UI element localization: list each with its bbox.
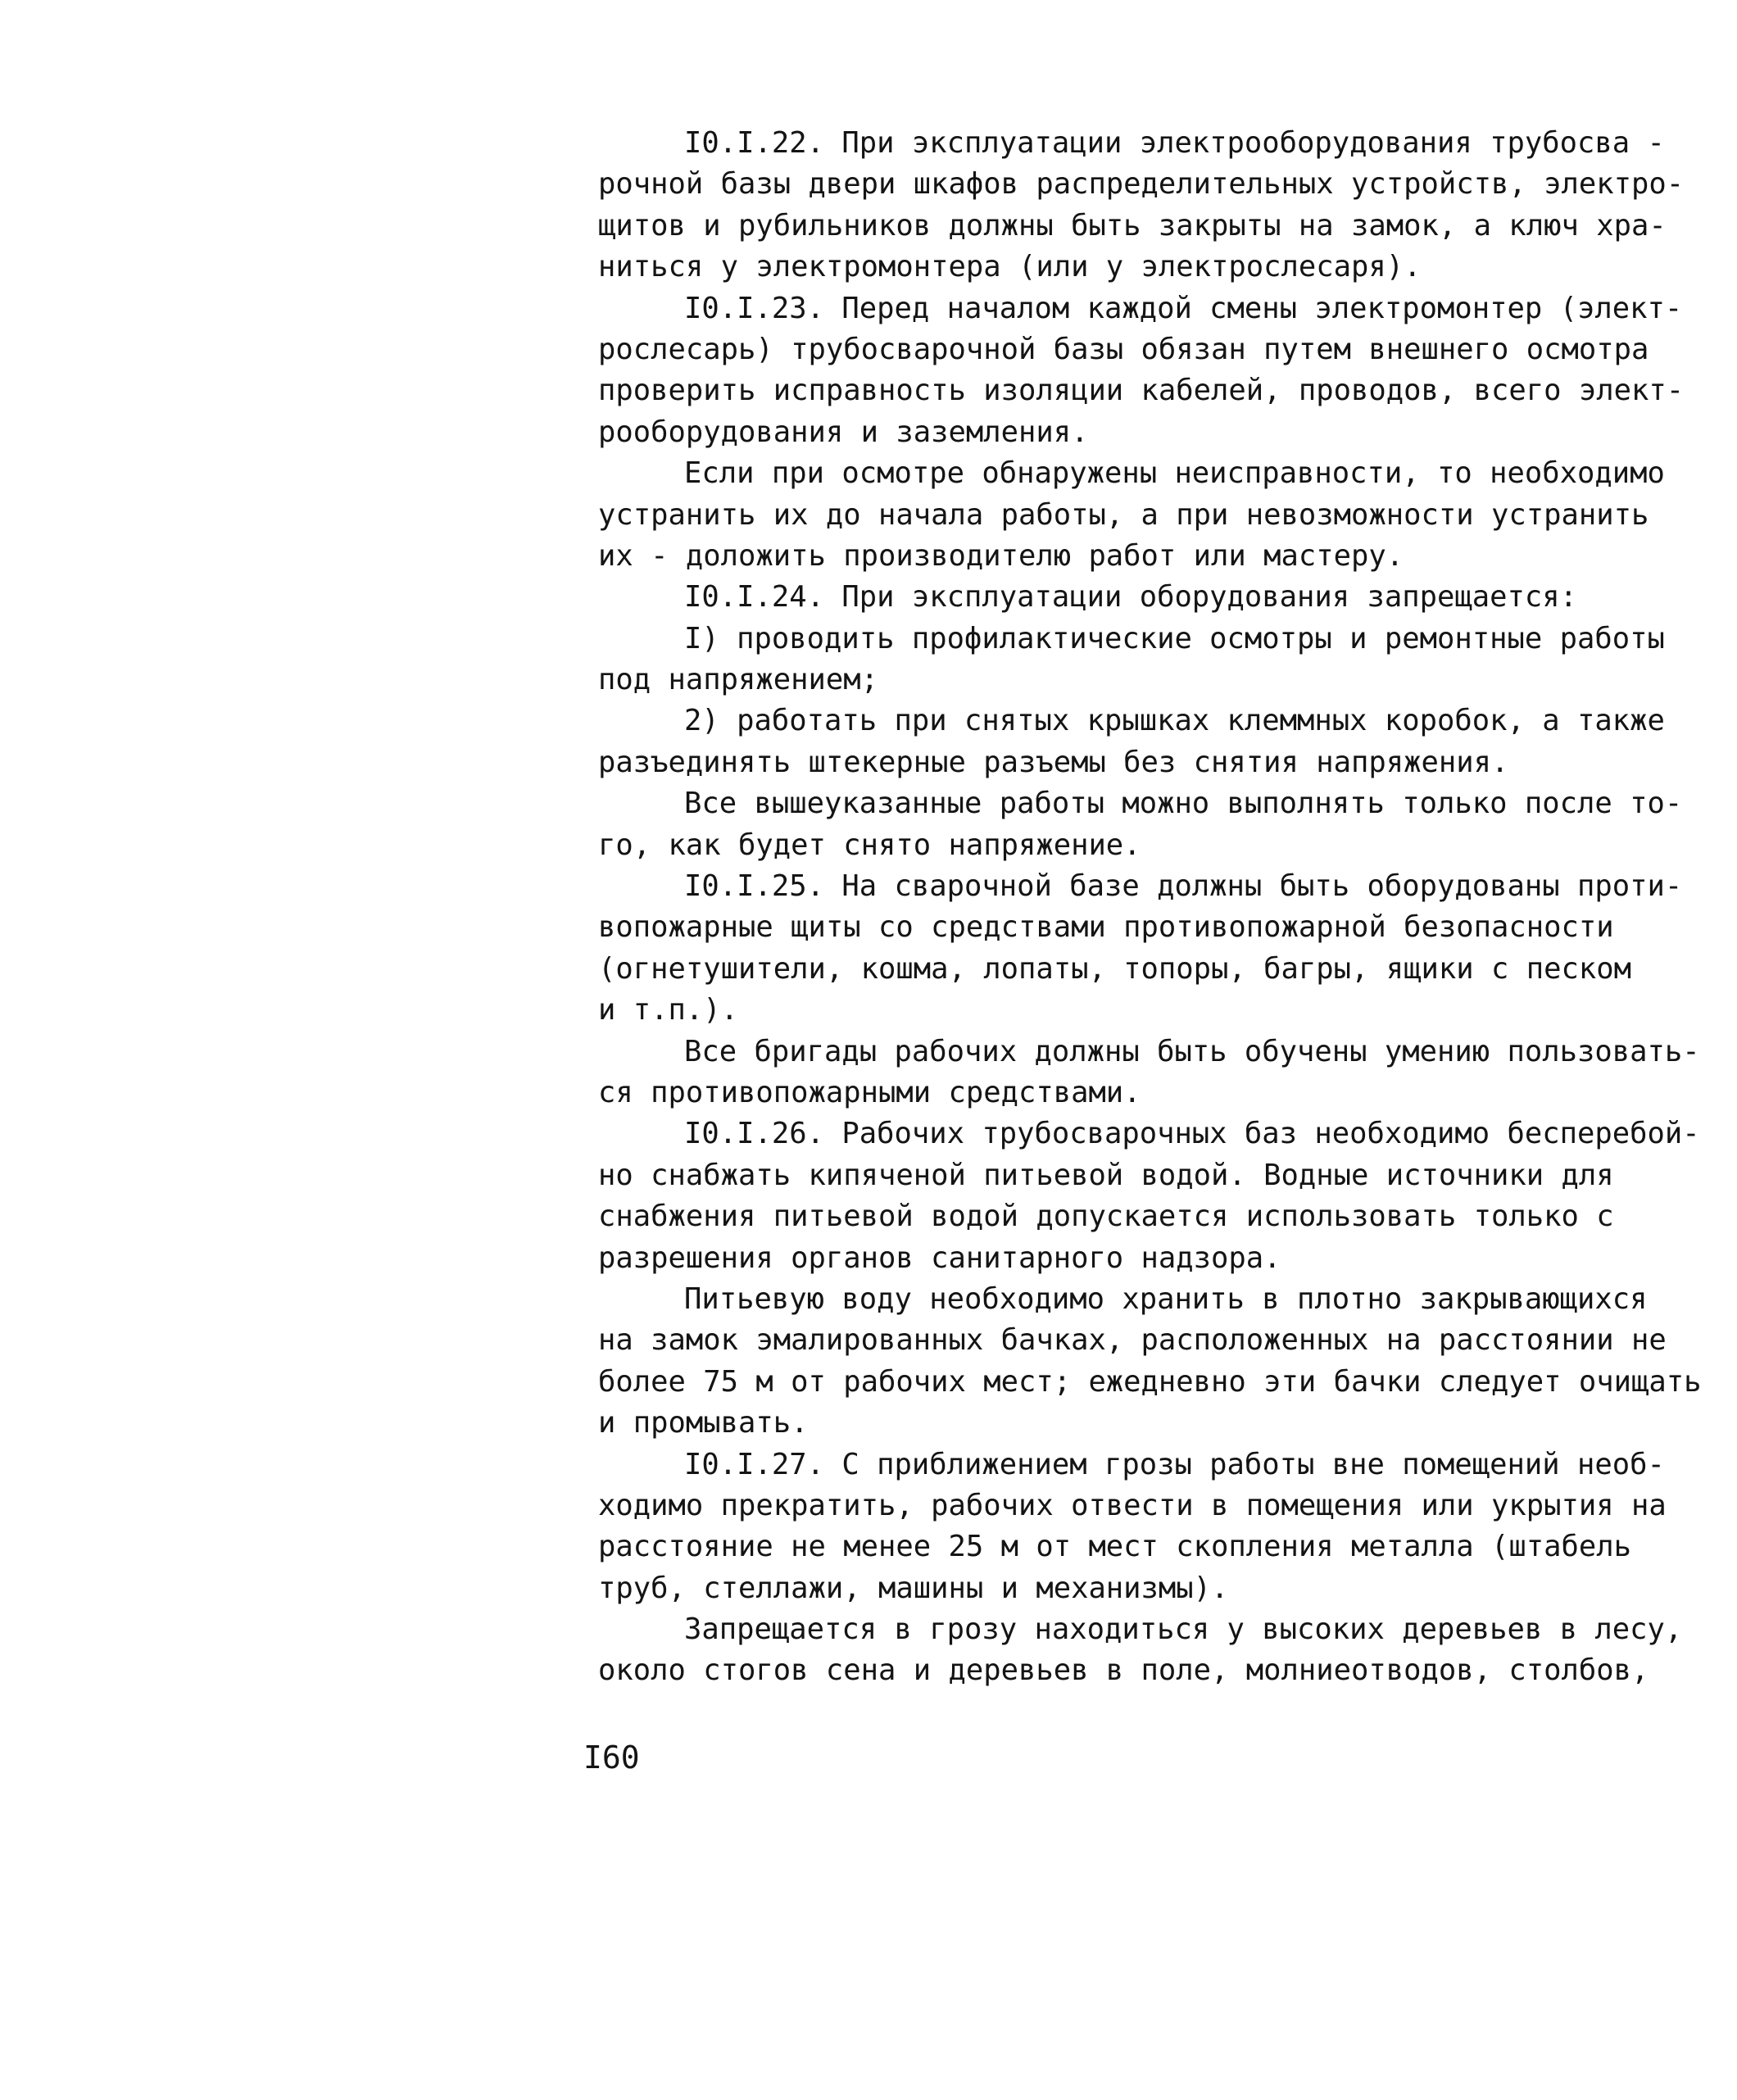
text-line: труб, стеллажи, машины и механизмы). <box>598 1571 1229 1605</box>
text-line: разъединять штекерные разъемы без снятия напряжения. <box>598 745 1509 779</box>
text-line: Все бригады рабочих должны быть обучены умению пользовать- <box>684 1034 1700 1068</box>
text-line: устранить их до начала работы, а при невозможности устранить <box>598 497 1649 532</box>
text-line: рослесарь) трубосварочной базы обязан путем внешнего осмотра <box>598 332 1649 366</box>
text-line: I0.I.25. На сварочной базе должны быть оборудованы проти- <box>684 869 1683 904</box>
text-line: го, как будет снято напряжение. <box>598 828 1141 862</box>
text-line: Запрещается в грозу находиться у высоких деревьев в лесу, <box>684 1612 1683 1647</box>
text-line: проверить исправность изоляции кабелей, проводов, всего элект- <box>598 374 1685 408</box>
text-line: I0.I.24. При эксплуатации оборудования запрещается: <box>684 580 1578 615</box>
text-line: Все вышеуказанные работы можно выполнять только после то- <box>684 787 1683 821</box>
text-line: Питьевую воду необходимо хранить в плотно закрывающихся <box>684 1281 1648 1316</box>
text-line: (огнетушители, кошма, лопаты, топоры, багры, ящики с песком <box>598 951 1631 986</box>
text-line: I0.I.23. Перед началом каждой смены электромонтер (элект- <box>684 291 1683 325</box>
text-line: и т.п.). <box>598 993 738 1027</box>
text-line: I0.I.26. Рабочих трубосварочных баз необходимо бесперебой- <box>684 1117 1700 1151</box>
text-line: ходимо прекратить, рабочих отвести в помещения или укрытия на <box>598 1488 1667 1522</box>
text-line: и промывать. <box>598 1406 809 1440</box>
text-line: их - доложить производителю работ или мастеру. <box>598 538 1404 573</box>
text-line: более 75 м от рабочих мест; ежедневно эти бачки следует очищать <box>598 1364 1702 1399</box>
text-line: I0.I.27. С приближением грозы работы вне помещений необ- <box>684 1447 1665 1481</box>
text-line: Если при осмотре обнаружены неисправности, то необходимо <box>684 456 1665 491</box>
text-line: расстояние не менее 25 м от мест скопления металла (штабель <box>598 1530 1631 1564</box>
text-line: 2) работать при снятых крышках клеммных коробок, а также <box>684 704 1665 738</box>
text-line: снабжения питьевой водой допускается использовать только с <box>598 1200 1614 1234</box>
text-line: ся противопожарными средствами. <box>598 1075 1141 1109</box>
text-line: но снабжать кипяченой питьевой водой. Водные источники для <box>598 1158 1614 1192</box>
text-line: I) проводить профилактические осмотры и ремонтные работы <box>684 621 1665 655</box>
text-line: I0.I.22. При эксплуатации электрооборудования трубосва - <box>684 126 1665 160</box>
text-line: под напряжением; <box>598 663 878 697</box>
text-line: разрешения органов санитарного надзора. <box>598 1240 1281 1275</box>
text-line: ниться у электромонтера (или у электрослесаря). <box>598 250 1422 284</box>
text-line: около стогов сена и деревьев в поле, молниеотводов, столбов, <box>598 1653 1649 1688</box>
page-body-text <box>598 123 1702 1692</box>
text-line: рооборудования и заземления. <box>598 415 1089 449</box>
text-line: рочной базы двери шкафов распределительных устройств, электро- <box>598 167 1685 202</box>
text-line: на замок эмалированных бачках, расположенных на расстоянии не <box>598 1323 1667 1358</box>
text-line: вопожарные щиты со средствами противопожарной безопасности <box>598 910 1614 945</box>
page-number: I60 <box>583 1739 640 1776</box>
text-line: щитов и рубильников должны быть закрыты на замок, а ключ хра- <box>598 208 1667 243</box>
